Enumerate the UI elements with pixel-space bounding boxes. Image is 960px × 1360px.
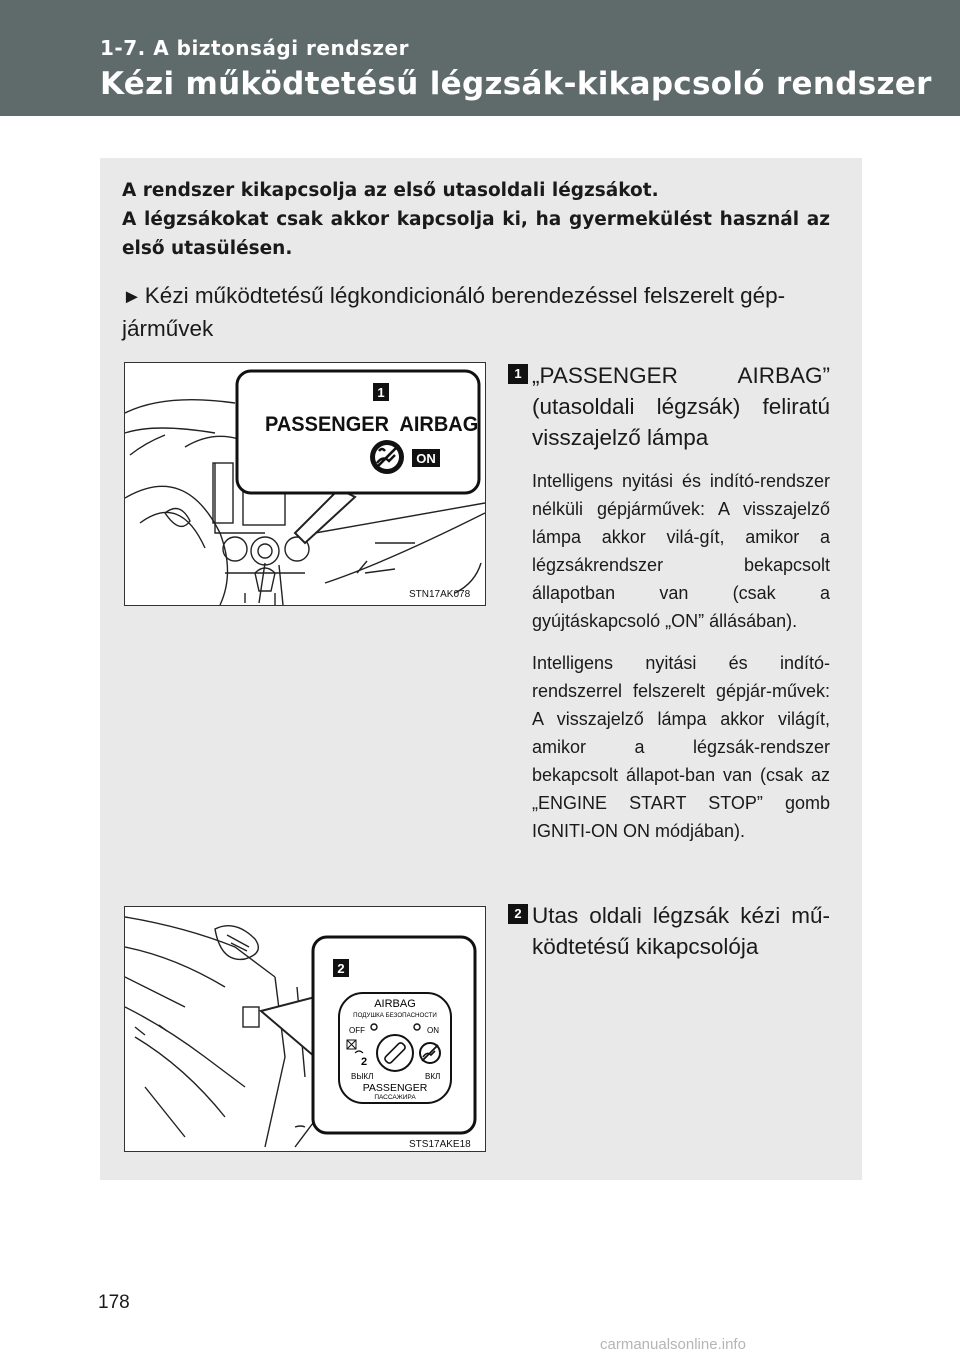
switch-passenger-label: PASSENGER — [362, 1082, 428, 1094]
section-label: 1-7. A biztonsági rendszer — [100, 36, 409, 60]
watermark: carmanualsonline.info — [600, 1336, 746, 1353]
callout-number-1: 1 — [377, 385, 385, 400]
item-title: „PASSENGER AIRBAG” (utasoldali légzsák) feliratú visszajelző lámpa — [532, 363, 830, 450]
item-description: Intelligens nyitási és indító-rendszerrel felszerelt gépjár-művek: A visszajelző lámpa akkor világít, amikor a légzsák-rendszer bekapcsolt állapot-ban van (csak az „ENGINE START STOP” gomb IGNITI-ON ON módjában). — [532, 653, 830, 841]
glovebox-illustration — [125, 907, 485, 1151]
variant-text: Kézi működtetésű légkondicionáló berendezéssel felszerelt gép-járművek — [122, 283, 786, 341]
callout-number-2: 2 — [337, 961, 345, 976]
vehicle-variant-heading — [122, 280, 830, 345]
item-number-badge: 2 — [508, 904, 528, 924]
intro-line-1: A rendszer kikapcsolja az első utasoldali légzsákot. — [122, 180, 659, 201]
item-description: Intelligens nyitási és indító-rendszer nélküli gépjárművek: A visszajelző lámpa akkor vilá-gít, amikor a légzsákrendszer bekapcsolt állapotban van (csak a gyújtáskapcsoló „ON” állásában). — [532, 471, 830, 631]
airbag-on-icon-small — [420, 1043, 440, 1063]
airbag-switch-panel — [339, 993, 451, 1103]
airbag-on-icon — [370, 440, 404, 474]
figure-indicator-lamp — [124, 362, 486, 606]
switch-airbag-label: AIRBAG — [374, 998, 416, 1010]
item-title: Utas oldali légzsák kézi mű-ködtetésű kikapcsolója — [532, 903, 830, 959]
page-title: Kézi működtetésű légzsák-kikapcsoló rendszer — [100, 66, 932, 102]
on-badge-text: ON — [416, 451, 436, 466]
figure-airbag-switch — [124, 906, 486, 1152]
figure-code: STS17AKE18 — [409, 1139, 471, 1150]
chapter-header — [0, 0, 960, 116]
dashboard-illustration — [125, 363, 485, 605]
figure-code: STN17AK078 — [409, 589, 471, 600]
switch-on-ru: ВКЛ — [425, 1072, 441, 1081]
switch-number: 2 — [361, 1056, 368, 1068]
switch-passenger-sub: ПАССАЖИРА — [374, 1094, 416, 1101]
page-number: 178 — [98, 1292, 130, 1313]
switch-off-label: OFF — [349, 1026, 365, 1035]
item-cutoff-switch — [508, 900, 830, 962]
item-indicator-lamp — [508, 360, 830, 845]
intro-text — [122, 176, 830, 263]
triangle-marker-icon: ► — [122, 286, 142, 308]
switch-on-label: ON — [427, 1026, 439, 1035]
intro-line-2: A légzsákokat csak akkor kapcsolja ki, ha gyermekülést használ az első utasülésen. — [122, 209, 830, 259]
item-number-badge: 1 — [508, 364, 528, 384]
switch-off-ru: ВЫКЛ — [351, 1072, 374, 1081]
passenger-airbag-label: PASSENGER AIRBAG — [265, 412, 479, 437]
switch-airbag-sub: ПОДУШКА БЕЗОПАСНОСТИ — [353, 1012, 437, 1019]
